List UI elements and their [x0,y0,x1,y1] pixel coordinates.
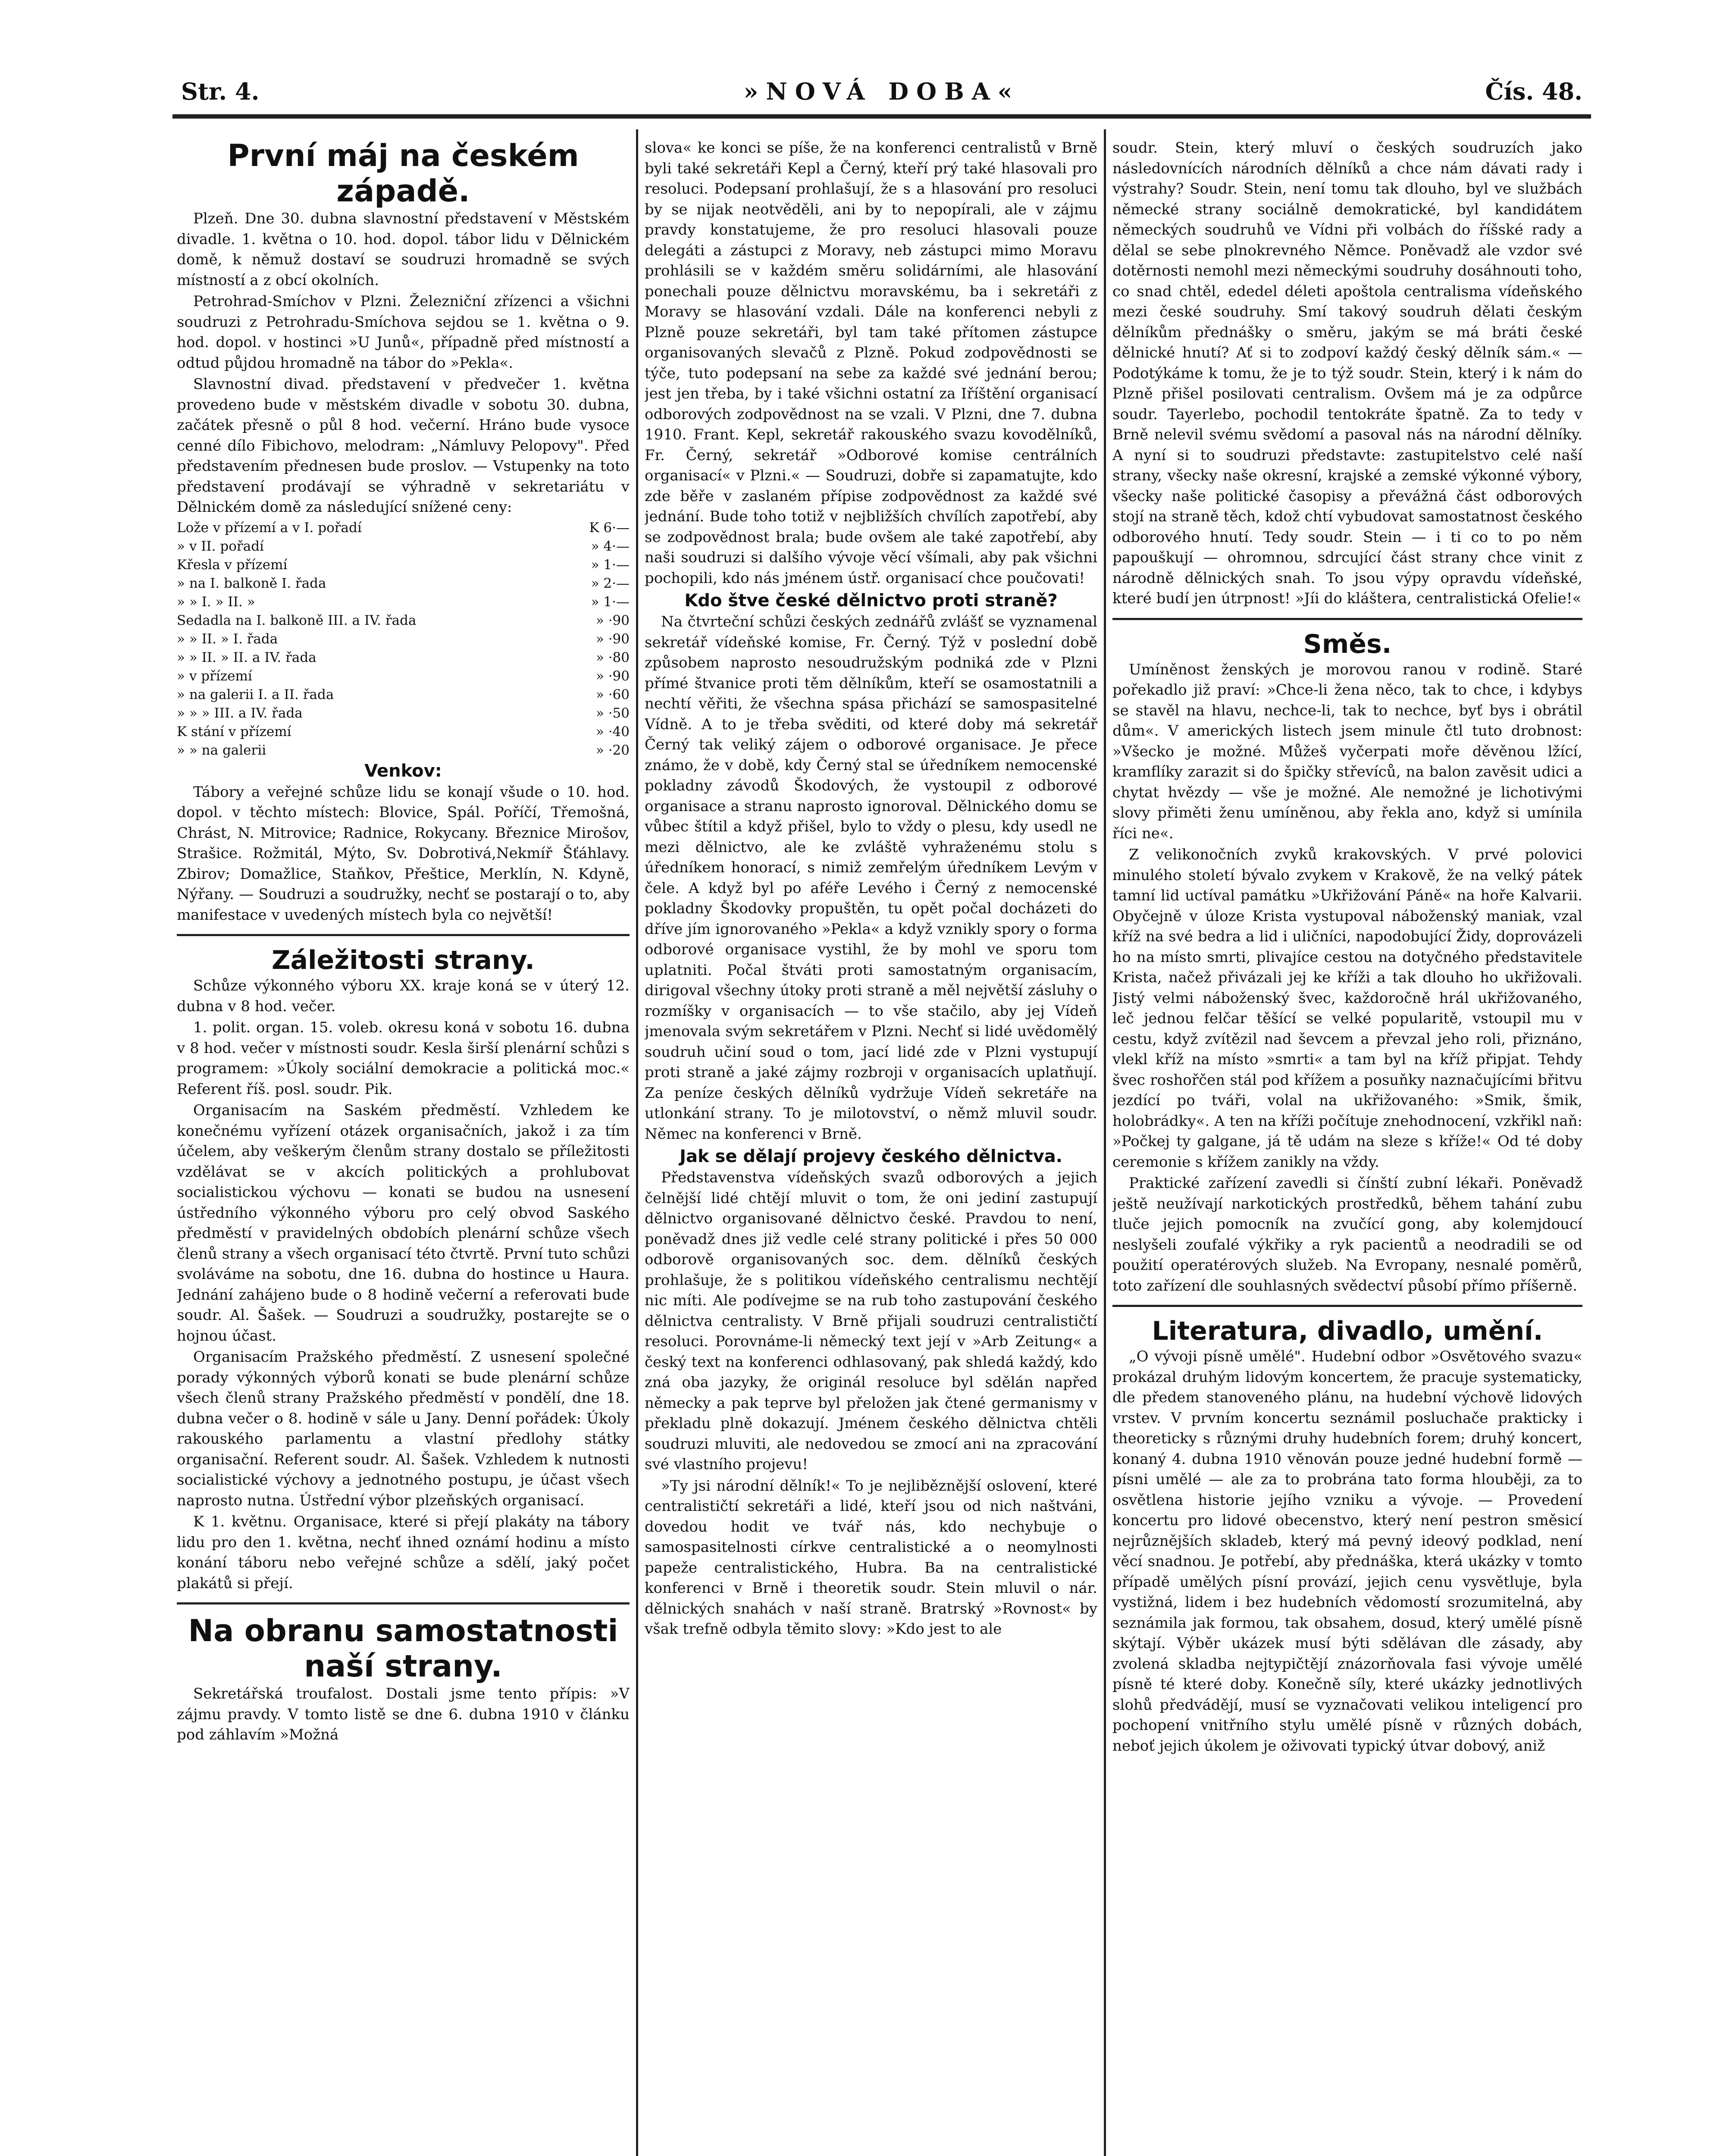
price-row: » » II. » II. a IV. řada » ·80 [177,649,630,665]
paragraph: Organisacím Pražského předměstí. Z usnesení společné porady výkonných výborů konati se bude plenární schůze všech členů strany Pražského předměstí v pondělí, dne 18. dubna večer o 8. hodině v sále u Jany. Denní pořádek: Úkoly rakouského parlamentu a vlastní předlohy státky organisační. Referent soudr. Al. Šašek. Vzhledem k nutnosti socialistické výchovy a jednotného postupu, je účast všech naprosto nutna. Ústřední výbor plzeňských organisací. [177,1348,630,1509]
price-row: » na galerii I. a II. řada » ·60 [177,686,630,702]
paragraph: slova« ke konci se píše, že na konferenci centralistů v Brně byli také sekretáři Kepl a Černý, kteří prý také hlasovali pro resoluci. Podepsaní prohlašují, že s a hlasování pro resoluci by se nijak neotvěděli, ani by to nepopírali, ale v zájmu pravdy konstatujeme, že pro resoluci hlasovali pouze delegáti a zástupci z Moravy, neb zástupci mimo Moravu prohlásili se v každém směru solidárními, ale hlasování ponechali pouze dělnictvu moravskému, ba i sekretáři z Moravy se hlasování vzdali. Dále na konferenci nebyli z Plzně pouze sekretáři, byl tam také přítomen zástupce organisovaných slevačů z Plzně. Pokud zodpovědnosti se týče, tuto podepsaní na sebe za každé své jednání berou; jest jen třeba, by i také všichni ostatní za Iříštění organisací odborových zodpovědnost na se vzali. V Plzni, dne 7. dubna 1910. Frant. Kepl, sekretář rakouského svazu kovodělníků, Fr. Černý, sekretář »Odborové komise centrálních organisací« v Plzni.« — Soudruzi, dobře si zapamatujte, kdo zde běře v zaslaném přípise zodpovědnost za každé své jednání. Bude toho totiž v nejbližších chvílích zapotřebí, aby se zodpovědnost brala; bude ovšem ale také zapotřebí, aby naši soudruzi si dalšího vývoje věcí všímali, aby pak všichni pochopili, kdo nás jménem ústř. organisací chce poučovati! [645,139,1097,587]
paragraph: Na čtvrteční schůzi českých zednářů zvlášť se vyznamenal sekretář vídeňské komise, Fr. Černý. Týž v poslední době způsobem naprosto nesoudružským podniká zde v Plzni přímé štvanice proti těm dělníkům, kteří se osamostatnili a nechtí věřiti, že všechna spása přichází se samospasitelné Vídně. A to je třeba svěditi, od které doby má sekretář Černý tak veliký zájem o odborové organisace. Je přece známo, že v době, kdy Černý stal se úředníkem nemocenské pokladny závodů Škodových, že vystoupil z odborové organisace a stranu naprosto ignoroval. Dělnického domu se vůbec štítil a když přišel, bylo to vždy o plesu, kdy usedl ne mezi dělnictvo, ale ke zvláště vyhraženému stolu s úředníkem honorací, s nimiž zemřelým úředníkem Levým v čele. A když byl po aféře Levého i Černý z nemocenské pokladny Škodovky propuštěn, tu opět počal docházeti do dříve jím ignorovaného »Pekla« a když vznikly spory o forma odborové organisace vystihl, že by mohl ve sporu tom uplatniti. Počal štváti proti samostatným organisacím, dirigoval všechny útoky proti straně a měl největší zásluhy o rozmíšky v organisacích — to vše stačilo, aby jej Vídeň jmenovala svým sekretářem v Plzni. Nechť si lidé uvědomělý soudruh učiní soud o tom, jací lidé zde v Plzni vystupují proti straně a jaké zájmy rozbroji v organisacích uplatňují. Za peníze českých dělníků vydržuje Vídeň sekretáře na utlonkání strany. To je milotovství, o němž mluvil soudr. Němec na konferenci v Brně. [645,613,1097,1143]
page-number: Str. 4. [181,78,260,105]
section-divider [1112,618,1582,620]
price-row: » » » III. a IV. řada » ·50 [177,705,630,721]
article-title-kdo-stve: Kdo štve české dělnictvo proti straně? [684,591,1058,611]
paragraph: Z velikonočních zvyků krakovských. V prvé polovici minulého století bývalo zvykem v Krakově, že na velký pátek tamní lid uctíval památku »Ukřižování Páně« na hoře Kalvarii. Obyčejně v úloze Krista vystupoval náboženský maniak, vzal kříž na své bedra a lid i uličníci, napodobující Židy, doprovázeli ho na místo smrti, plivajíce cestou na dotyčného představitele Krista, načež přivázali jej ke kříži a tak dlouho ho ukřižovali. Jistý velmi náboženský švec, každoročně hrál ukřižovaného, leč jednou felčar těšící se velké popularitě, vstoupil mu v cestu, když zvítězil nad ševcem a převzal jeho roli, přiznáno, vlekl kříž na místo »smrti« a tam byl na kříž připjat. Tehdy švec roshořčen stál pod křížem a posuňky naznačujícími břitvu jezdící po tváři, volal na ukřižovaného: »Smik, šmik, holobrádky«. A ten na kříži počítuje znehodnocení, vzkřikl naň: »Počkej ty galgane, já tě udám na sleze s kříže!« Od té doby ceremonie s křížem zanikly na vždy. [1112,846,1582,1171]
paragraph: soudr. Stein, který mluví o českých soudruzích jako následovnících národních dělníků a chce nám dávati rady i výstrahy? Soudr. Stein, není tomu tak dlouho, byl ve službách německé strany sociálně demokratické, byl kandidátem německých soudruhů ve Vídni při volbách do říšské rady a dělal se sebe plnokrevného Němce. Poněvadž ale vzdor své dotěrnosti nemohl mezi německými soudruhy dosáhnouti toho, co snad chtěl, ededel déleti apoštola centralisma vídeňského mezi české soudruhy. Smí takový soudruh dělati českým dělníkům přednášky o směru, jakým se má bráti české dělnické hnutí? Ať si to zodpoví každý český dělník sám.« — Podotýkáme k tomu, že je to týž soudr. Stein, který i k nám do Plzně přišel posilovati centralism. Ovšem má je za odpůrce soudr. Tayerlebo, pochodil tentokráte špatně. Za to tedy v Brně nelevil svému svědomí a pasoval nás na národní dělníky. A nyní si to soudruzi představte: zastupitelstvo celé naší strany, všecky naše okresní, krajské a zemské výkonné výbory, všecky naše politické časopisy a převážná část odborových stojí na straně těch, kdož chtí vybudovat samostatnost českého odborového hnutí. Tedy soudr. Stein — i ti co to po něm papouškují — ohromnou, sdrcující část strany chce vinit z národně dělnických snah. To jsou výpy opravdu vídeňské, které budí jen útrpnost! »Jíi do kláštera, centralistická Ofelie!« [1112,139,1582,607]
article-title-zalezitosti: Záležitosti strany. [271,945,535,975]
section-divider [1112,1305,1582,1307]
paragraph: Umíněnost ženských je morovou ranou v rodině. Staré pořekadlo již praví: »Chce-li žena něco, tak to chce, i kdybys se stavěl na hlavu, nechce-li, tak to nechce, byť bys i obrátil dům«. V amerických listech jsem minule čtl tuto drobnost: »Všecko je možné. Můžeš vyčerpati moře děvěnou lžící, kramflíky zarazit si do špičky střevíců, na balon zavěsit udici a chytat hvězdy — vše je možné. Ale nemožné je lichotivými slovy přiměti ženu umíněnou, aby řekla ano, když si umínila říci ne«. [1112,661,1582,842]
price-row: » na I. balkoně I. řada » 2·— [177,575,630,591]
issue-number: Čís. 48. [1485,78,1582,105]
price-row: » » na galerii » ·20 [177,742,630,758]
paragraph: Schůze výkonného výboru XX. kraje koná se v úterý 12. dubna v 8 hod. večer. [177,977,630,1015]
section-title-smes: Směs. [1303,629,1392,659]
column-rule-2 [1104,129,1106,2156]
price-row: Křesla v přízemí » 1·— [177,557,630,573]
paragraph: Plzeň. Dne 30. dubna slavnostní představení v Městském divadle. 1. května o 10. hod. dopol. tábor lidu v Dělnickém domě, k němuž dostaví se soudruzi hromadně se svých místností a z obcí okolních. [177,210,630,289]
article-title-projevy: Jak se dělají projevy českého dělnictva. [680,1147,1062,1166]
paragraph: Sekretářská troufalost. Dostali jsme tento přípis: »V zájmu pravdy. V tomto listě se dne 6. dubna 1910 v článku pod záhlavím »Možná [177,1685,630,1743]
article-title-prvni-maj: První máj na českém západě. [227,138,579,209]
subheading-venkov: Venkov: [364,761,442,781]
price-row: » » II. » I. řada » ·90 [177,631,630,647]
page-header [181,73,1582,112]
section-divider [177,934,630,936]
price-row: Lože v přízemí a v I. pořadí K 6·— [177,520,630,536]
paragraph: Tábory a veřejné schůze lidu se konají všude o 10. hod. dopol. v těchto místech: Blovice, Spál. Poříčí, Třemošná, Chrást, N. Mitrovice; Radnice, Rokycany. Březnice Mirošov, Strašice. Rožmitál, Mýto, Sv. Dobrotivá,Nekmíř Šťáhlavy. Zbirov; Domažlice, Staňkov, Přeštice, Merklín, N. Kdyně, Nýřany. — Soudruzi a soudružky, nechť se postarají o to, aby manifestace v uvedených místech byla co největší! [177,783,630,924]
header-rule [172,114,1591,119]
paragraph: Organisacím na Saském předměstí. Vzhledem ke konečnému vyřízení otázek organisačních, jakož i za tím účelem, aby veškerým členům strany dostalo se příležitosti vzdělávat se v akcích politických a prohlubovat socialistickou výchovu — konati se budou na usnesení ústředního výkonného výboru pro celý obvod Saského předměstí v pravidelných obdobích plenární schůze všech členů strany a všech organisací této čtvrtě. První tuto schůzi svoláváme na sobotu, dne 16. dubna do hostince u Haura. Jednání zahájeno bude o 8 hodině večerní a referovati bude soudr. Al. Šašek. — Soudruzi a soudružky, postarejte se o hojnou účast. [177,1102,630,1344]
price-row: » v přízemí » ·90 [177,668,630,684]
price-list [177,519,630,760]
column-rule-1 [636,129,638,2156]
paragraph: »Ty jsi národní dělník!« To je nejliběznější oslovení, které centralističtí sekretáři a lidé, kteří jsou od nich naštváni, dovedou hodit ve tvář nás, kdo nechybuje o samospasitelnosti církve centralistické a o neomylnosti papeže centralistického, Hubra. Ba na centralistické konferenci v Brně i theoretik soudr. Stein mluvil o nár. dělnických snahách v naší straně. Bratrský »Rovnost« by však trefně odbyla těmito slovy: »Kdo jest to ale [645,1477,1097,1638]
newspaper-title: »NOVÁ DOBA« [743,78,1020,105]
paragraph: Praktické zařízení zavedli si čínští zubní lékaři. Poněvadž ještě neužívají narkotických prostředků, během tahání zubu tluče jejich pomocník na zvučící gong, aby kolemjdoucí neslyšeli zoufalé výkřiky a ryk pacientů a neodradili se od použití operatérových služeb. Na Evropany, nesnalé poměrů, toto zařízení dle souhlasných svědectví působí přímo příšerně. [1112,1175,1582,1294]
column-3 [1112,138,1582,2156]
paragraph: „O vývoji písně umělé". Hudební odbor »Osvětového svazu« prokázal druhým lidovým koncertem, že pracuje systematicky, dle předem stanoveného plánu, na hudební výchově lidových vrstev. V prvním koncertu seznámil posluchače prakticky i theoreticky s různými druhy hudebních forem; druhý koncert, konaný 4. dubna 1910 věnován pouze jedné hudební formě — písni umělé — ale za to probrána tato forma hlouběji, za to osvětlena historie jejího vzniku a vývoje. — Provedení koncertu pro lidové obecenstvo, který není pestron směsicí nejrůznějších skladeb, který má pevný ideový podklad, není věcí snadnou. Je potřebí, aby přednáška, která ukázky v tomto případě umělých písní provází, jejich cenu vysvětluje, byla vystižná, lidem i bez hudebních vědomostí srozumitelná, aby seznámila jak formou, tak obsahem, dosud, který umělé písně skýtají. Výběr ukázek musí býti sdělávan dle zásady, aby zvolená skladba nejtypičtějí znázorňovala fasi vývoje umělé písně té které doby. Konečně síly, které ukázky jednotlivých slohů předvádějí, musí se vyznačovati velikou inteligencí pro pochopení vnitřního stylu umělé písně v různých dobách, neboť jejich úkolem je oživovati typický útvar dobový, aniž [1112,1348,1582,1755]
paragraph: K 1. květnu. Organisace, které si přejí plakáty na tábory lidu pro den 1. května, nechť ihned oznámí hodinu a místo konání táboru nebo veřejné schůze a sdělí, jaký počet plakátů si přejí. [177,1513,630,1592]
paragraph: Představenstva vídeňských svazů odborových a jejich čelnější lidé chtějí mluvit o tom, že oni jediní zastupují dělnictvo organisované dělnictvo české. Pravdou to není, poněvadž dnes již vedle celé strany politické i přes 50 000 odborově organisovaných soc. dem. dělníků českých prohlašuje, že s politikou vídeňského centralismu nechtějí nic míti. Ale podívejme se na rub toho zastupování českého dělnictva centralisty. V Brně přijali soudruzi centralističtí resoluci. Porovnáme-li německý text její v »Arb Zeitung« a český text na konferenci odhlasovaný, pak shledá každý, kdo zná oba jazyky, že originál resoluce byl sdělán napřed německy a pak teprve byl přeložen jak čtené germanismy v překladu plně dokazují. Jménem českého dělnictva chtěli soudruzi mluviti, ale nedovedou se zmocí ani na zpracování své vlastního projevu! [645,1169,1097,1473]
paragraph: Petrohrad-Smíchov v Plzni. Železniční zřízenci a všichni soudruzi z Petrohradu-Smíchova sejdou se 1. května o 9. hod. dopol. v hostinci »U Junů«, případně před místností a odtud půjdou hromadně na tábor do »Pekla«. [177,293,630,372]
paragraph: Slavnostní divad. představení v předvečer 1. května provedeno bude v městském divadle v sobotu 30. dubna, začátek přesně o půl 8 hod. večerní. Hráno bude vysoce cenné dílo Fibichovo, melodram: „Námluvy Pelopovy". Před představením přednesen bude proslov. — Vstupenky na toto představení prodávají se výhradně v sekretariátu v Dělnickém domě za následující snížené ceny: [177,376,630,516]
price-row: » » I. » II. » » 1·— [177,594,630,610]
price-row: Sedadla na I. balkoně III. a IV. řada » ·90 [177,612,630,628]
section-divider [177,1602,630,1604]
paragraph: 1. polit. organ. 15. voleb. okresu koná v sobotu 16. dubna v 8 hod. večer v místnosti soudr. Kesla širší plenární schůzi s programem: »Úkoly sociální demokracie a politická moc.« Referent říš. posl. soudr. Pik. [177,1019,630,1098]
price-row: K stání v přízemí » ·40 [177,724,630,740]
column-2 [645,138,1097,2156]
price-row: » v II. pořadí » 4·— [177,538,630,554]
section-title-literatura: Literatura, divadlo, umění. [1152,1316,1543,1346]
article-title-na-obranu: Na obranu samostatnosti naší strany. [188,1613,618,1684]
column-1 [177,138,630,2156]
